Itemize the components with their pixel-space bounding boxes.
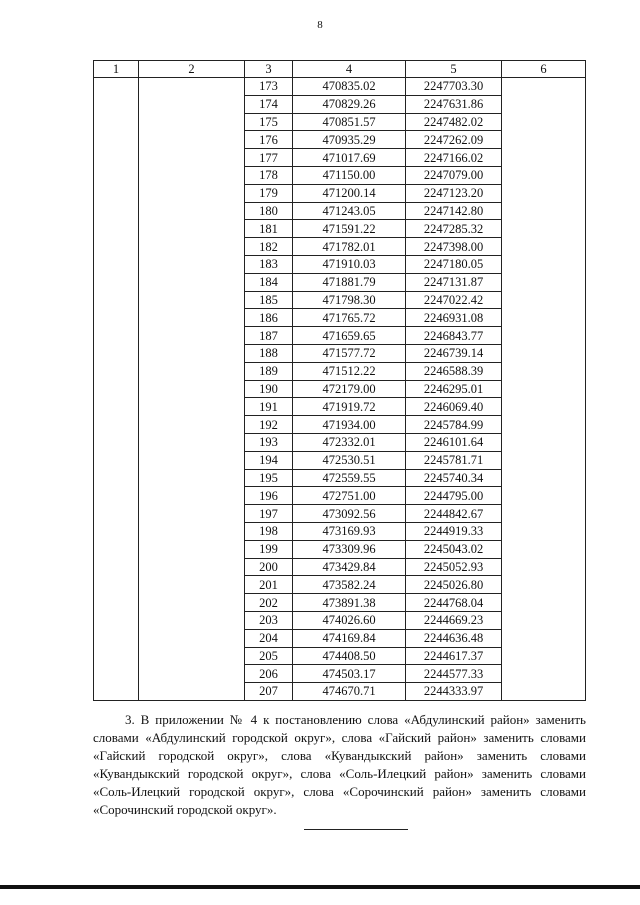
y-coordinate-cell: 2247022.42: [406, 291, 502, 309]
point-number-cell: 175: [245, 113, 293, 131]
y-coordinate-cell: 2246069.40: [406, 398, 502, 416]
x-coordinate-cell: 471017.69: [293, 149, 406, 167]
point-number-cell: 196: [245, 487, 293, 505]
point-number-cell: 187: [245, 327, 293, 345]
y-coordinate-cell: 2246295.01: [406, 380, 502, 398]
point-number-cell: 197: [245, 505, 293, 523]
x-coordinate-cell: 470829.26: [293, 95, 406, 113]
y-coordinate-cell: 2244919.33: [406, 522, 502, 540]
table-row: [94, 78, 586, 96]
x-coordinate-cell: 471910.03: [293, 255, 406, 273]
point-number-cell: 190: [245, 380, 293, 398]
column-header: 2: [139, 61, 245, 78]
x-coordinate-cell: 470935.29: [293, 131, 406, 149]
x-coordinate-cell: 471919.72: [293, 398, 406, 416]
point-number-cell: 206: [245, 665, 293, 683]
point-number-cell: 185: [245, 291, 293, 309]
x-coordinate-cell: 471200.14: [293, 184, 406, 202]
point-number-cell: 176: [245, 131, 293, 149]
y-coordinate-cell: 2246843.77: [406, 327, 502, 345]
x-coordinate-cell: 473429.84: [293, 558, 406, 576]
x-coordinate-cell: 473309.96: [293, 540, 406, 558]
y-coordinate-cell: 2244333.97: [406, 683, 502, 701]
point-number-cell: 186: [245, 309, 293, 327]
y-coordinate-cell: 2244795.00: [406, 487, 502, 505]
x-coordinate-cell: 474503.17: [293, 665, 406, 683]
y-coordinate-cell: 2247262.09: [406, 131, 502, 149]
amendment-paragraph: 3. В приложении № 4 к постановлению слова «Абдулинский район» заменить словами «Абдулинский городской округ», слова «Гайский район» заменить словами «Гайский городской округ», слова «Кувандыкский район» заменить словами «Кувандыкский городской округ», слова «Соль-Илецкий район» заменить словами «Соль-Илецкий городской округ», слова «Сорочинский район» заменить словами «Сорочинский городской округ».: [93, 712, 586, 817]
x-coordinate-cell: 471765.72: [293, 309, 406, 327]
point-number-cell: 191: [245, 398, 293, 416]
x-coordinate-cell: 472530.51: [293, 451, 406, 469]
empty-cell-col-6: [502, 78, 586, 701]
point-number-cell: 181: [245, 220, 293, 238]
column-header: 1: [94, 61, 139, 78]
y-coordinate-cell: 2245740.34: [406, 469, 502, 487]
x-coordinate-cell: 473582.24: [293, 576, 406, 594]
page-bottom-bar: [0, 885, 640, 889]
x-coordinate-cell: 471243.05: [293, 202, 406, 220]
point-number-cell: 188: [245, 344, 293, 362]
y-coordinate-cell: 2247482.02: [406, 113, 502, 131]
point-number-cell: 173: [245, 78, 293, 96]
coordinates-table: [93, 60, 586, 701]
point-number-cell: 201: [245, 576, 293, 594]
x-coordinate-cell: 473891.38: [293, 594, 406, 612]
y-coordinate-cell: 2244842.67: [406, 505, 502, 523]
x-coordinate-cell: 473169.93: [293, 522, 406, 540]
table-header-row: [94, 61, 586, 78]
y-coordinate-cell: 2247631.86: [406, 95, 502, 113]
y-coordinate-cell: 2244669.23: [406, 611, 502, 629]
point-number-cell: 183: [245, 255, 293, 273]
y-coordinate-cell: 2244577.33: [406, 665, 502, 683]
x-coordinate-cell: 471782.01: [293, 238, 406, 256]
column-header: 4: [293, 61, 406, 78]
y-coordinate-cell: 2245784.99: [406, 416, 502, 434]
point-number-cell: 198: [245, 522, 293, 540]
x-coordinate-cell: 474169.84: [293, 629, 406, 647]
x-coordinate-cell: 473092.56: [293, 505, 406, 523]
y-coordinate-cell: 2245781.71: [406, 451, 502, 469]
point-number-cell: 184: [245, 273, 293, 291]
y-coordinate-cell: 2244636.48: [406, 629, 502, 647]
y-coordinate-cell: 2245043.02: [406, 540, 502, 558]
point-number-cell: 174: [245, 95, 293, 113]
x-coordinate-cell: 471934.00: [293, 416, 406, 434]
x-coordinate-cell: 471591.22: [293, 220, 406, 238]
empty-cell-col-1: [94, 78, 139, 701]
empty-cell-col-2: [139, 78, 245, 701]
end-divider: [304, 829, 408, 830]
y-coordinate-cell: 2244768.04: [406, 594, 502, 612]
point-number-cell: 193: [245, 433, 293, 451]
x-coordinate-cell: 471150.00: [293, 166, 406, 184]
point-number-cell: 177: [245, 149, 293, 167]
page-number: 8: [317, 19, 323, 31]
y-coordinate-cell: 2247142.80: [406, 202, 502, 220]
point-number-cell: 195: [245, 469, 293, 487]
y-coordinate-cell: 2246101.64: [406, 433, 502, 451]
y-coordinate-cell: 2246588.39: [406, 362, 502, 380]
x-coordinate-cell: 470835.02: [293, 78, 406, 96]
y-coordinate-cell: 2244617.37: [406, 647, 502, 665]
point-number-cell: 202: [245, 594, 293, 612]
x-coordinate-cell: 472332.01: [293, 433, 406, 451]
x-coordinate-cell: 472751.00: [293, 487, 406, 505]
y-coordinate-cell: 2245052.93: [406, 558, 502, 576]
point-number-cell: 204: [245, 629, 293, 647]
point-number-cell: 200: [245, 558, 293, 576]
x-coordinate-cell: 471798.30: [293, 291, 406, 309]
column-header: 5: [406, 61, 502, 78]
column-header: 3: [245, 61, 293, 78]
y-coordinate-cell: 2247398.00: [406, 238, 502, 256]
x-coordinate-cell: 470851.57: [293, 113, 406, 131]
y-coordinate-cell: 2246931.08: [406, 309, 502, 327]
point-number-cell: 179: [245, 184, 293, 202]
point-number-cell: 182: [245, 238, 293, 256]
x-coordinate-cell: 472559.55: [293, 469, 406, 487]
point-number-cell: 203: [245, 611, 293, 629]
point-number-cell: 178: [245, 166, 293, 184]
x-coordinate-cell: 474670.71: [293, 683, 406, 701]
x-coordinate-cell: 471881.79: [293, 273, 406, 291]
point-number-cell: 189: [245, 362, 293, 380]
x-coordinate-cell: 471577.72: [293, 344, 406, 362]
point-number-cell: 194: [245, 451, 293, 469]
y-coordinate-cell: 2247180.05: [406, 255, 502, 273]
x-coordinate-cell: 471659.65: [293, 327, 406, 345]
x-coordinate-cell: 474026.60: [293, 611, 406, 629]
point-number-cell: 199: [245, 540, 293, 558]
x-coordinate-cell: 471512.22: [293, 362, 406, 380]
point-number-cell: 205: [245, 647, 293, 665]
x-coordinate-cell: 474408.50: [293, 647, 406, 665]
y-coordinate-cell: 2247123.20: [406, 184, 502, 202]
y-coordinate-cell: 2245026.80: [406, 576, 502, 594]
y-coordinate-cell: 2247166.02: [406, 149, 502, 167]
y-coordinate-cell: 2247703.30: [406, 78, 502, 96]
y-coordinate-cell: 2247079.00: [406, 166, 502, 184]
point-number-cell: 207: [245, 683, 293, 701]
y-coordinate-cell: 2246739.14: [406, 344, 502, 362]
point-number-cell: 192: [245, 416, 293, 434]
table-body: [94, 78, 586, 701]
y-coordinate-cell: 2247285.32: [406, 220, 502, 238]
y-coordinate-cell: 2247131.87: [406, 273, 502, 291]
x-coordinate-cell: 472179.00: [293, 380, 406, 398]
column-header: 6: [502, 61, 586, 78]
point-number-cell: 180: [245, 202, 293, 220]
